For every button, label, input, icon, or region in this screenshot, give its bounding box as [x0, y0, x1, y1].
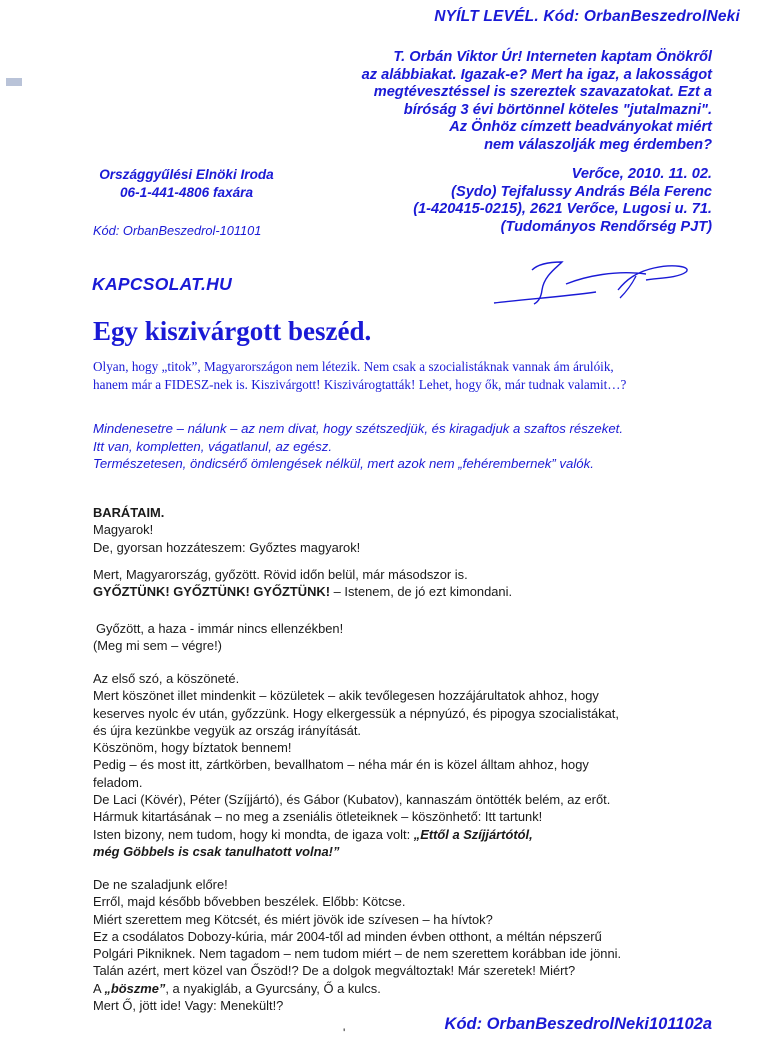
footer-code: Kód: OrbanBeszedrolNeki101102a [444, 1015, 712, 1033]
speech-paragraph [93, 876, 723, 1014]
question-line: Az Önhöz címzett beadványokat miért [449, 119, 712, 135]
sender-line: (Tudományos Rendőrség PJT) [500, 218, 712, 235]
question-line: nem válaszolják meg érdemben? [484, 136, 712, 153]
quote-text: még Göbbels is csak tanulhatott volna!” [93, 843, 340, 859]
quote-lead: Isten bizony, nem tudom, hogy ki mondta, de igaza volt: [93, 826, 414, 842]
speech-line: Polgári Pikniknek. Nem tagadom – nem tudom miért – de nem szerettem korábban ide jönni. [93, 946, 622, 962]
speech-line: feladom. [93, 774, 143, 790]
speech-line: Magyarok! [93, 522, 154, 538]
speech-line: keserves nyolc év után, győzzünk. Hogy elkergessük a népnyúzó, és pipogya szocialistákat, [93, 705, 619, 721]
speech-line: De, gyorsan hozzáteszem: Győztes magyarok! [93, 539, 361, 555]
intro-line: hanem már a FIDESZ-nek is. Kiszivárgott! Kiszivárogtatták! Lehet, hogy ők, már tudnak valamit…? [93, 376, 627, 392]
signature-icon [486, 256, 696, 317]
speech-greeting: BARÁTAIM. [93, 505, 165, 520]
speech-line: Pedig – és most itt, zártkörben, bevallhatom – néha már én is közel álltam ahhoz, hogy [93, 757, 589, 773]
recipient-fax: 06-1-441-4806 faxára [119, 184, 254, 200]
speech-line: Erről, majd később bővebben beszélek. Előbb: Kötcse. [93, 894, 406, 910]
sender-line: (1-420415-0215), 2621 Verőce, Lugosi u. 71. [413, 201, 712, 217]
speech-line: Köszönöm, hogy bíztatok bennem! [93, 740, 292, 756]
speech-text: A [93, 980, 105, 996]
speech-line: De ne szaladjunk előre! [93, 877, 228, 892]
speech-paragraph [93, 504, 723, 556]
editor-note-line: Mindenesetre – nálunk – az nem divat, hogy szétszedjük, és kiragadjuk a szaftos részeket. [93, 421, 623, 436]
speech-paragraph [93, 620, 726, 655]
speech-emphasis: „böszme” [104, 980, 166, 996]
question-line: megtévesztéssel is szereztek szavazatokat. Ezt a [373, 84, 712, 100]
speech-line: és újra kezünkbe vegyük az ország irányítását. [93, 722, 361, 738]
recipient-block [84, 166, 289, 201]
speech-paragraph [93, 566, 723, 601]
speech-line: Hármuk kitartásának – no meg a zseniális ötleteiknek – köszönhető: Itt tartunk! [93, 809, 543, 825]
article-intro [93, 358, 713, 393]
speech-line: (Meg mi sem – végre!) [93, 638, 222, 654]
question-line: T. Orbán Viktor Úr! Interneten kaptam Önökről [393, 49, 712, 65]
speech-chant: GYŐZTÜNK! GYŐZTÜNK! GYŐZTÜNK! [93, 584, 331, 600]
editor-note-line: Természetesen, öndicsérő ömlengések nélkül, mert azok nem „fehérembernek” valók. [93, 456, 594, 471]
question-line: az alábbiakat. Igazak-e? Mert ha igaz, a lakosságot [361, 66, 712, 83]
sender-line: (Sydo) Tejfalussy András Béla Ferenc [451, 183, 712, 200]
speech-text: , a nyakigláb, a Gyurcsány, Ő a kulcs. [165, 980, 381, 996]
speech-chant-rest: – Istenem, de jó ezt kimondani. [330, 584, 513, 600]
scan-margin-mark [6, 78, 22, 86]
speech-line: Az első szó, a köszöneté. [93, 671, 240, 686]
speech-line: Győzött, a haza - immár nincs ellenzékben! [96, 621, 344, 636]
speech-line: Ez a csodálatos Dobozy-kúria, már 2004-től ad minden évben otthont, a méltán népszerű [93, 928, 602, 944]
sender-block [292, 166, 712, 236]
editor-note-line: Itt van, kompletten, vágatlanul, az egész. [93, 438, 332, 454]
speech-line: Miért szerettem meg Kötcsét, és miért jövök ide szívesen – ha hívtok? [93, 911, 493, 927]
article-heading: Egy kiszivárgott beszéd. [93, 316, 372, 346]
speech-line [93, 826, 723, 843]
speech-line: Mert köszönet illet mindenkit – közületek – akik tevőlegesen hozzájárultatok ahhoz, hogy [93, 688, 599, 704]
speech-line [93, 583, 723, 600]
quote-text: „Ettől a Szíjjártótól, [413, 826, 533, 842]
site-name: KAPCSOLAT.HU [92, 274, 233, 294]
recipient-code: Kód: OrbanBeszedrol-101101 [93, 223, 262, 238]
question-line: bíróság 3 évi börtönnel köteles "jutalmazni". [403, 101, 712, 118]
stray-mark: ' [343, 1026, 346, 1040]
editor-note [93, 420, 733, 473]
speech-line [93, 980, 723, 997]
speech-line: Talán azért, mert közel van Őszöd!? De a dolgok megváltoztak! Már szeretek! Miért? [93, 963, 576, 979]
letter-title: NYÍLT LEVÉL. Kód: OrbanBeszedrolNeki [434, 8, 740, 25]
speech-line: Mert, Magyarország, győzött. Rövid időn belül, már másodszor is. [93, 567, 468, 582]
letter-question [242, 49, 712, 154]
speech-paragraph [93, 670, 723, 860]
recipient-office: Országgyűlési Elnöki Iroda [99, 167, 274, 182]
intro-line: Olyan, hogy „titok”, Magyarországon nem létezik. Nem csak a szocialistáknak vannak ám árulóik, [93, 359, 614, 374]
speech-line: De Laci (Kövér), Péter (Szíjjártó), és Gábor (Kubatov), kannaszám öntötték belém, az erőt. [93, 792, 611, 808]
sender-line: Verőce, 2010. 11. 02. [571, 166, 712, 182]
speech-line: Mert Ő, jött ide! Vagy: Menekült!? [93, 998, 284, 1014]
